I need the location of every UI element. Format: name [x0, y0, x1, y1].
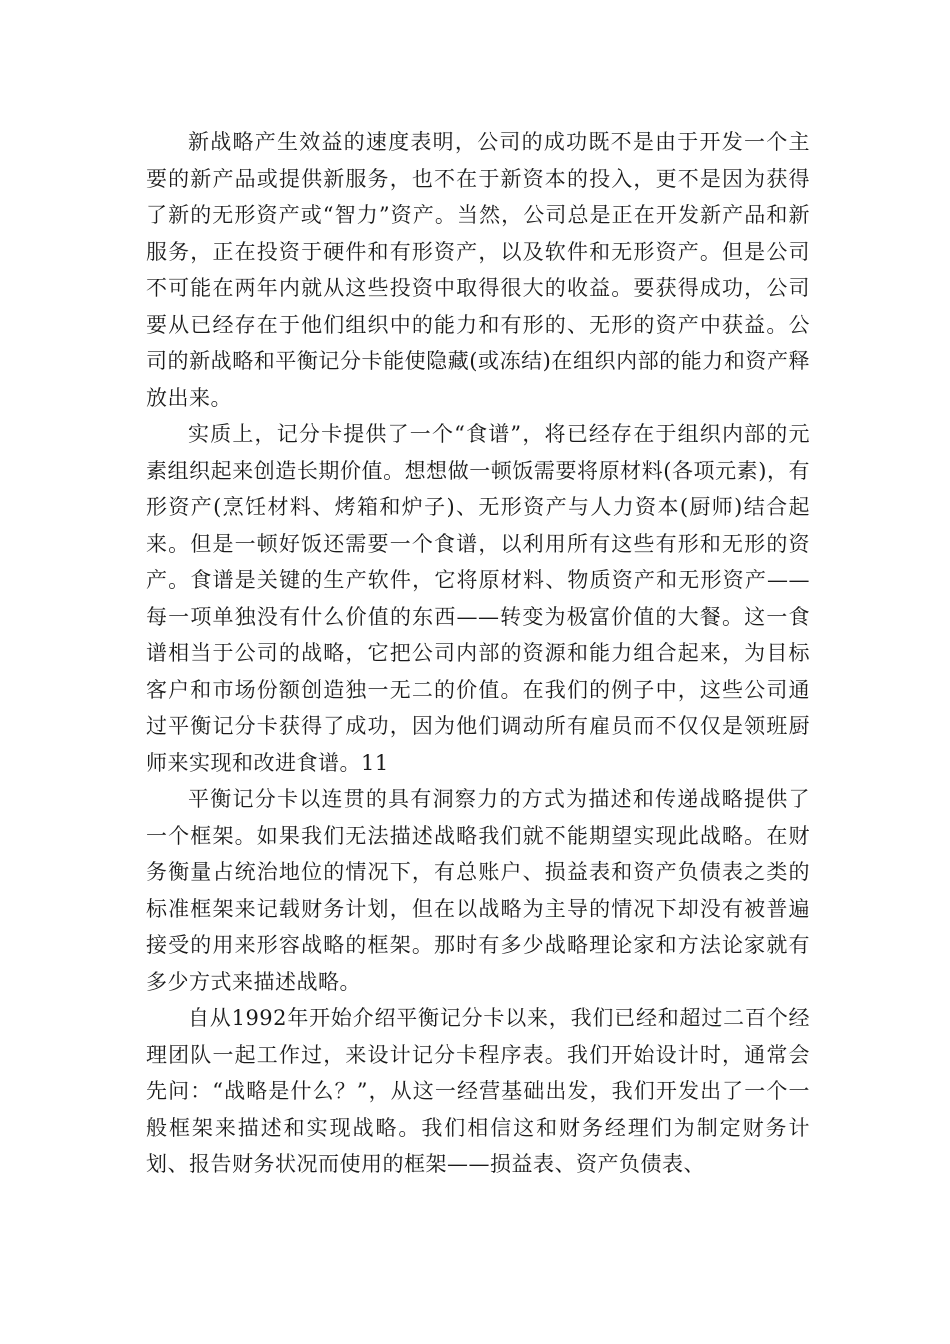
paragraph-4: 自从1992年开始介绍平衡记分卡以来，我们已经和超过二百个经理团队一起工作过，来设计记分卡程序表。我们开始设计时，通常会先问：“战略是什么？”，从这一经营基础出发，我们开发出了一个一般框架来描述和实现战略。我们相信这和财务经理们为制定财务计划、报告财务状况而使用的框架——损益表、资产负债表、	[146, 1006, 810, 1176]
paragraph-3: 平衡记分卡以连贯的具有洞察力的方式为描述和传递战略提供了一个框架。如果我们无法描述战略我们就不能期望实现此战略。在财务衡量占统治地位的情况下，有总账户、损益表和资产负债表之类的标准框架来记载财务计划，但在以战略为主导的情况下却没有被普遍接受的用来形容战略的框架。那时有多少战略理论家和方法论家就有多少方式来描述战略。	[146, 787, 810, 994]
paragraph-2: 实质上，记分卡提供了一个“食谱”，将已经存在于组织内部的元素组织起来创造长期价值。想想做一顿饭需要将原材料(各项元素)，有形资产(烹饪材料、烤箱和炉子)、无形资产与人力资本(厨师)结合起来。但是一顿好饭还需要一个食谱，以利用所有这些有形和无形的资产。食谱是关键的生产软件，它将原材料、物质资产和无形资产——每一项单独没有什么价值的东西——转变为极富价值的大餐。这一食谱相当于公司的战略，它把公司内部的资源和能力组合起来，为目标客户和市场份额创造独一无二的价值。在我们的例子中，这些公司通过平衡记分卡获得了成功，因为他们调动所有雇员而不仅仅是领班厨师来实现和改进食谱。11	[146, 422, 810, 775]
paragraph-1: 新战略产生效益的速度表明，公司的成功既不是由于开发一个主要的新产品或提供新服务，也不在于新资本的投入，更不是因为获得了新的无形资产或“智力”资产。当然，公司总是正在开发新产品和新服务，正在投资于硬件和有形资产，以及软件和无形资产。但是公司不可能在两年内就从这些投资中取得很大的收益。要获得成功，公司要从已经存在于他们组织中的能力和有形的、无形的资产中获益。公司的新战略和平衡记分卡能使隐藏(或冻结)在组织内部的能力和资产释放出来。	[146, 130, 810, 410]
